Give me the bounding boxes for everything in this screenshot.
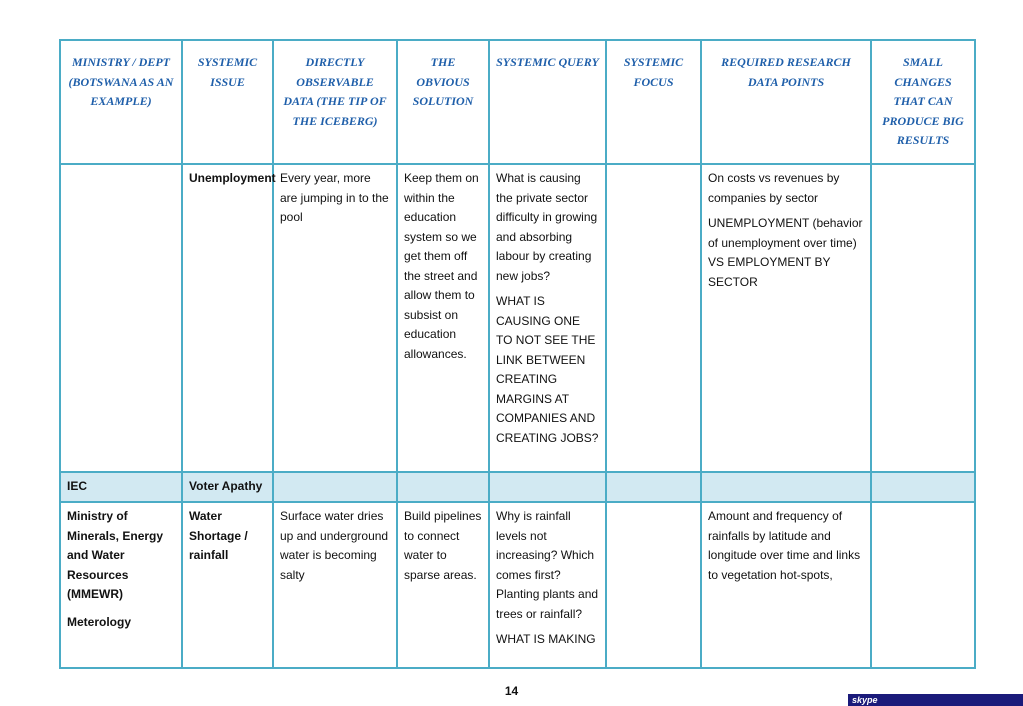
research-text: UNEMPLOYMENT (behavior of unemployment over time) VS EMPLOYMENT BY SECTOR	[708, 216, 863, 289]
ministry-cell: IEC	[60, 472, 182, 502]
query-text: Why is rainfall levels not increasing? Which comes first? Planting plants and trees or rainfall?	[496, 509, 599, 621]
research-cell	[701, 164, 871, 472]
research-text: Amount and frequency of rainfalls by latitude and longitude over time and links to vegetation hot-spots,	[708, 509, 861, 582]
header-systemic-issue: SYSTEMIC ISSUE	[182, 40, 273, 164]
query-text: What is causing the private sector difficulty in growing and absorbing labour by creating new jobs?	[496, 171, 598, 283]
observable-cell: Every year, more are jumping in to the pool	[273, 164, 397, 472]
small-changes-cell	[871, 164, 975, 472]
table-row	[60, 502, 975, 668]
header-row	[60, 40, 975, 164]
small-changes-cell	[871, 472, 975, 502]
header-research-data-points: REQUIRED RESEARCH DATA POINTS	[701, 40, 871, 164]
focus-cell	[606, 502, 701, 668]
ministry-cell	[60, 502, 182, 668]
solution-cell	[397, 472, 489, 502]
query-cell	[489, 502, 606, 668]
skype-taskbar-button[interactable]	[848, 694, 1023, 706]
research-cell	[701, 472, 871, 502]
header-small-changes: SMALL CHANGES THAT CAN PRODUCE BIG RESULTS	[871, 40, 975, 164]
header-obvious-solution: THE OBVIOUS SOLUTION	[397, 40, 489, 164]
query-cell	[489, 472, 606, 502]
issue-cell: Water Shortage / rainfall	[182, 502, 273, 668]
table-row	[60, 472, 975, 502]
issue-cell: Voter Apathy	[182, 472, 273, 502]
research-cell	[701, 502, 871, 668]
header-systemic-query: SYSTEMIC QUERY	[489, 40, 606, 164]
observable-cell	[273, 472, 397, 502]
query-text: WHAT IS CAUSING ONE TO NOT SEE THE LINK BETWEEN CREATING MARGINS AT COMPANIES AND CREATING JOBS?	[496, 294, 599, 445]
research-text: On costs vs revenues by companies by sector	[708, 171, 840, 205]
ministry-name: Ministry of Minerals, Energy and Water Resources (MMEWR)	[67, 509, 164, 601]
solution-cell: Keep them on within the education system so we get them off the street and allow them to subsist on education allowances.	[397, 164, 489, 472]
header-systemic-focus: SYSTEMIC FOCUS	[606, 40, 701, 164]
skype-label: skype	[852, 695, 878, 705]
table-row	[60, 164, 975, 472]
focus-cell	[606, 472, 701, 502]
query-text: WHAT IS MAKING	[496, 632, 596, 646]
ministry-name: Meterology	[67, 614, 132, 629]
focus-cell	[606, 164, 701, 472]
ministry-cell	[60, 164, 182, 472]
header-observable-data: DIRECTLY OBSERVABLE DATA (THE TIP OF THE ICEBERG)	[273, 40, 397, 164]
query-cell	[489, 164, 606, 472]
page-number: 14	[504, 684, 519, 698]
systemic-analysis-table	[59, 39, 976, 669]
observable-cell: Surface water dries up and underground water is becoming salty	[273, 502, 397, 668]
header-ministry: MINISTRY / DEPT (BOTSWANA AS AN EXAMPLE)	[60, 40, 182, 164]
small-changes-cell	[871, 502, 975, 668]
solution-cell: Build pipelines to connect water to sparse areas.	[397, 502, 489, 668]
issue-cell: Unemployment	[182, 164, 273, 472]
